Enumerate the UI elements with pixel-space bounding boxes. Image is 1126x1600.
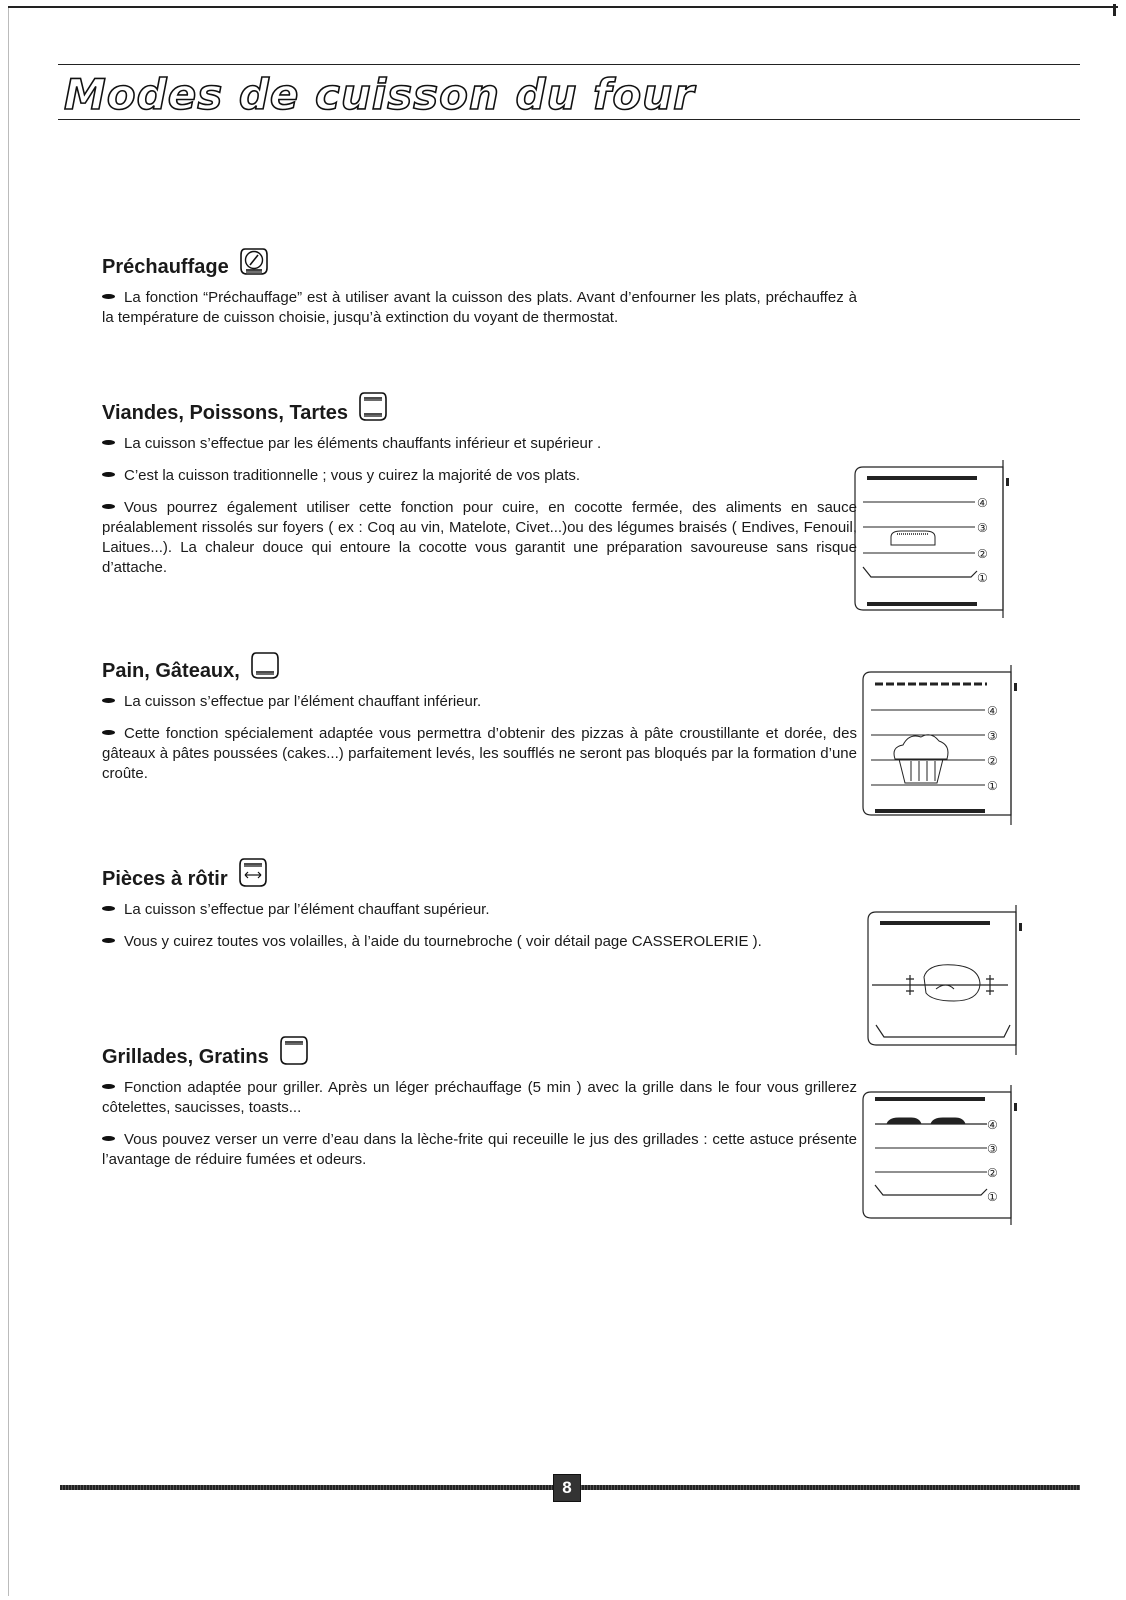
bullet-icon bbox=[102, 938, 115, 943]
bullet-icon bbox=[102, 1136, 115, 1141]
shelf-label: ③ bbox=[977, 521, 988, 535]
section-viandes bbox=[102, 390, 857, 590]
oven-diagram-grill bbox=[861, 1085, 1026, 1225]
oven-diagram-bottom-heat bbox=[861, 665, 1026, 825]
page-title: Modes de cuisson du four bbox=[64, 70, 695, 119]
bullet-icon bbox=[102, 440, 115, 445]
bottom-heat-icon bbox=[250, 650, 280, 682]
top-border-tick bbox=[1113, 4, 1116, 16]
section-grillades bbox=[102, 1034, 857, 1182]
top-bottom-heat-icon bbox=[358, 390, 388, 424]
bullet-icon bbox=[102, 698, 115, 703]
section-heading bbox=[102, 1034, 857, 1068]
section-title: Grillades, Gratins bbox=[102, 1046, 269, 1068]
bullet-icon bbox=[102, 906, 115, 911]
section-title: Pain, Gâteaux, bbox=[102, 660, 240, 682]
top-border-line bbox=[8, 6, 1118, 8]
section-pain-gateaux bbox=[102, 650, 857, 796]
section-title: Préchauffage bbox=[102, 256, 229, 278]
section-heading bbox=[102, 650, 857, 682]
section-heading bbox=[102, 246, 857, 278]
shelf-label: ③ bbox=[987, 1142, 998, 1156]
page-number: 8 bbox=[553, 1474, 581, 1502]
paragraph: La cuisson s’effectue par l’élément chauffant inférieur. bbox=[102, 692, 857, 712]
paragraph: La fonction “Préchauffage” est à utiliser avant la cuisson des plats. Avant d’enfourner les plats, préchauffez à la température de cuisson choisie, jusqu’à extinction du voyant de thermostat. bbox=[102, 289, 857, 326]
oven-diagram-traditional bbox=[853, 460, 1018, 618]
oven-diagram-rotisserie bbox=[866, 905, 1031, 1055]
section-title: Viandes, Poissons, Tartes bbox=[102, 402, 349, 424]
paragraph: C’est la cuisson traditionnelle ; vous y cuirez la majorité de vos plats. bbox=[102, 466, 857, 486]
paragraph: La cuisson s’effectue par les éléments chauffants inférieur et supérieur . bbox=[102, 434, 857, 454]
shelf-label: ④ bbox=[987, 704, 998, 718]
paragraph: Cette fonction spécialement adaptée vous permettra d’obtenir des pizzas à pâte croustillante et dorée, des gâteaux à pâtes poussées (cakes...) parfaitement levés, les soufflés ne seront pas bloqués par la formation d’une croûte. bbox=[102, 725, 857, 782]
shelf-label: ③ bbox=[987, 729, 998, 743]
bullet-icon bbox=[102, 1084, 115, 1089]
section-pieces-rotir bbox=[102, 856, 857, 964]
shelf-label: ② bbox=[987, 754, 998, 768]
section-heading bbox=[102, 856, 857, 890]
section-prechauffage bbox=[102, 246, 857, 340]
bullet-icon bbox=[102, 472, 115, 477]
shelf-label: ④ bbox=[987, 1118, 998, 1132]
bullet-icon bbox=[102, 730, 115, 735]
shelf-label: ① bbox=[987, 779, 998, 793]
grill-icon bbox=[279, 1034, 309, 1068]
rotisserie-icon bbox=[238, 856, 268, 890]
title-rule-bottom bbox=[58, 119, 1080, 120]
title-rule-top bbox=[58, 64, 1080, 65]
paragraph: Vous pouvez verser un verre d’eau dans la lèche-frite qui receuille le jus des grillades : cette astuce présente l’avantage de réduire fumées et odeurs. bbox=[102, 1131, 857, 1168]
section-title: Pièces à rôtir bbox=[102, 868, 228, 890]
preheat-icon bbox=[239, 246, 269, 278]
section-heading bbox=[102, 390, 857, 424]
shelf-label: ② bbox=[977, 547, 988, 561]
shelf-label: ① bbox=[987, 1190, 998, 1204]
shelf-label: ② bbox=[987, 1166, 998, 1180]
bullet-icon bbox=[102, 504, 115, 509]
paragraph: Vous pourrez également utiliser cette fonction pour cuire, en cocotte fermée, des aliments en sauce préalablement rissolés sur foyers ( ex : Coq au vin, Matelote, Civet...)ou des légumes braisés ( Endives, Fenouil, Laitues...). La chaleur douce qui entoure la cocotte vous garantit une préparation savoureuse sans risque d’attache. bbox=[102, 499, 857, 576]
paragraph: Fonction adaptée pour griller. Après un léger préchauffage (5 min ) avec la grille dans le four vous grillerez côtelettes, saucisses, toasts... bbox=[102, 1079, 857, 1116]
bullet-icon bbox=[102, 294, 115, 299]
paragraph: Vous y cuirez toutes vos volailles, à l’aide du tournebroche ( voir détail page CASSEROLERIE ). bbox=[102, 932, 857, 952]
page-edge-line bbox=[8, 6, 9, 1596]
paragraph: La cuisson s’effectue par l’élément chauffant supérieur. bbox=[102, 900, 857, 920]
shelf-label: ④ bbox=[977, 496, 988, 510]
shelf-label: ① bbox=[977, 571, 988, 585]
